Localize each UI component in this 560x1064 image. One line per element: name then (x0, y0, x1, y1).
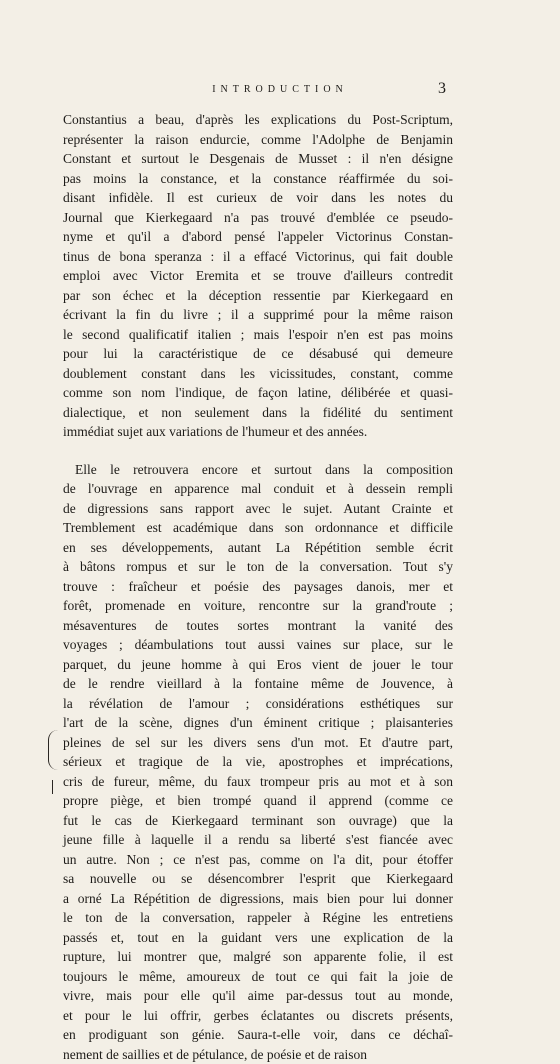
paragraph (63, 110, 453, 442)
text-line: comme son nom l'indique, de façon latine, délibérée et quasi- (63, 383, 453, 403)
text-line: écrivant la fin du livre ; il a supprimé pour la même raison (63, 305, 453, 325)
text-line: nyme et qu'il a d'abord pensé l'appeler Victorinus Constan- (63, 227, 453, 247)
text-line: voyages ; déambulations tout aussi vaines sur place, sur le (63, 635, 453, 655)
page-number: 3 (438, 80, 446, 98)
text-line: fut le cas de Kierkegaard terminant son ouvrage) que la (63, 811, 453, 831)
text-line: dialectique, et non seulement dans la fidélité du sentiment (63, 403, 453, 423)
text-line: vivre, mais pour elle qu'il aime par-dessus tout au monde, (63, 986, 453, 1006)
text-line: toujours le même, amoureux de tout ce qui fait la joie de (63, 967, 453, 987)
text-line: parquet, du jeune homme à qui Eros vient de jouer le tour (63, 655, 453, 675)
text-line: nement de saillies et de pétulance, de poésie et de raison (63, 1045, 453, 1064)
text-line: à bâtons rompus et sur le ton de la conversation. Tout s'y (63, 557, 453, 577)
text-line: Tremblement est académique dans son ordonnance et difficile (63, 518, 453, 538)
text-line: immédiat sujet aux variations de l'humeur et des années. (63, 422, 453, 442)
text-line: représenter la raison endurcie, comme l'Adolphe de Benjamin (63, 130, 453, 150)
text-line: de digressions sans rapport avec le sujet. Autant Crainte et (63, 499, 453, 519)
body-text (63, 110, 453, 1064)
running-header: INTRODUCTION (0, 84, 560, 95)
text-line: sérieux et tragique de la vie, apostrophes et imprécations, (63, 752, 453, 772)
text-line: trouve : fraîcheur et poésie des paysages danois, mer et (63, 577, 453, 597)
text-line: Journal que Kierkegaard n'a pas trouvé d'emblée ce pseudo- (63, 208, 453, 228)
text-line: forêt, promenade en voiture, rencontre sur la grand'route ; (63, 596, 453, 616)
text-line: le second qualificatif italien ; mais l'espoir n'en est pas moins (63, 325, 453, 345)
text-line: pas moins la constance, et la constance réaffirmée du soi- (63, 169, 453, 189)
paragraph (63, 460, 453, 1064)
text-line: jeune fille à laquelle il a rendu sa liberté s'est fiancée avec (63, 830, 453, 850)
margin-pencil-mark (48, 730, 63, 770)
text-line: en prodiguant son génie. Saura-t-elle voir, dans ce déchaî- (63, 1025, 453, 1045)
text-line: et pour le lui offrir, gerbes éclatantes ou discrets présents, (63, 1006, 453, 1026)
text-line: un autre. Non ; ce n'est pas, comme on l'a dit, pour étoffer (63, 850, 453, 870)
text-line: l'art de la scène, dignes d'un éminent critique ; plaisanteries (63, 713, 453, 733)
text-line: de l'ouvrage en apparence mal conduit et à dessein rempli (63, 479, 453, 499)
text-line: Constantius a beau, d'après les explications du Post-Scriptum, (63, 110, 453, 130)
text-line: a orné La Répétition de digressions, mais bien pour lui donner (63, 889, 453, 909)
text-line: en ses développements, autant La Répétition semble écrit (63, 538, 453, 558)
text-line: le ton de la conversation, rappeler à Régine les entretiens (63, 908, 453, 928)
text-line: passés et, tout en la guidant vers une explication de la (63, 928, 453, 948)
text-line: propre piège, et bien trompé quand il apprend (comme ce (63, 791, 453, 811)
text-line: mésaventures de toutes sortes montrant la vanité des (63, 616, 453, 636)
text-line: rupture, lui montrer que, malgré son apparente folie, il est (63, 947, 453, 967)
text-line: la révélation de l'amour ; considérations esthétiques sur (63, 694, 453, 714)
text-line: emploi avec Victor Eremita et se trouve d'ailleurs contredit (63, 266, 453, 286)
text-line: par son échec et la déception ressentie par Kierkegaard en (63, 286, 453, 306)
text-line: doublement constant dans les vicissitudes, constant, comme (63, 364, 453, 384)
text-line: sa nouvelle ou se désencombrer l'esprit que Kierkegaard (63, 869, 453, 889)
text-line: cris de fureur, même, du faux trompeur pris au mot et à son (63, 772, 453, 792)
text-line: de le rendre vieillard à la fontaine même de Jouvence, à (63, 674, 453, 694)
text-line: Constant et surtout le Desgenais de Musset : il n'en désigne (63, 149, 453, 169)
text-line: disant infidèle. Il est curieux de voir dans les notes du (63, 188, 453, 208)
margin-pencil-mark (52, 780, 53, 794)
text-line: pour lui la caractéristique de ce désabusé qui demeure (63, 344, 453, 364)
text-line: pleines de sel sur les divers sens d'un mot. Et d'autre part, (63, 733, 453, 753)
text-line: tinus de bona speranza : il a effacé Victorinus, qui fait double (63, 247, 453, 267)
text-line: Elle le retrouvera encore et surtout dans la composition (63, 460, 453, 480)
